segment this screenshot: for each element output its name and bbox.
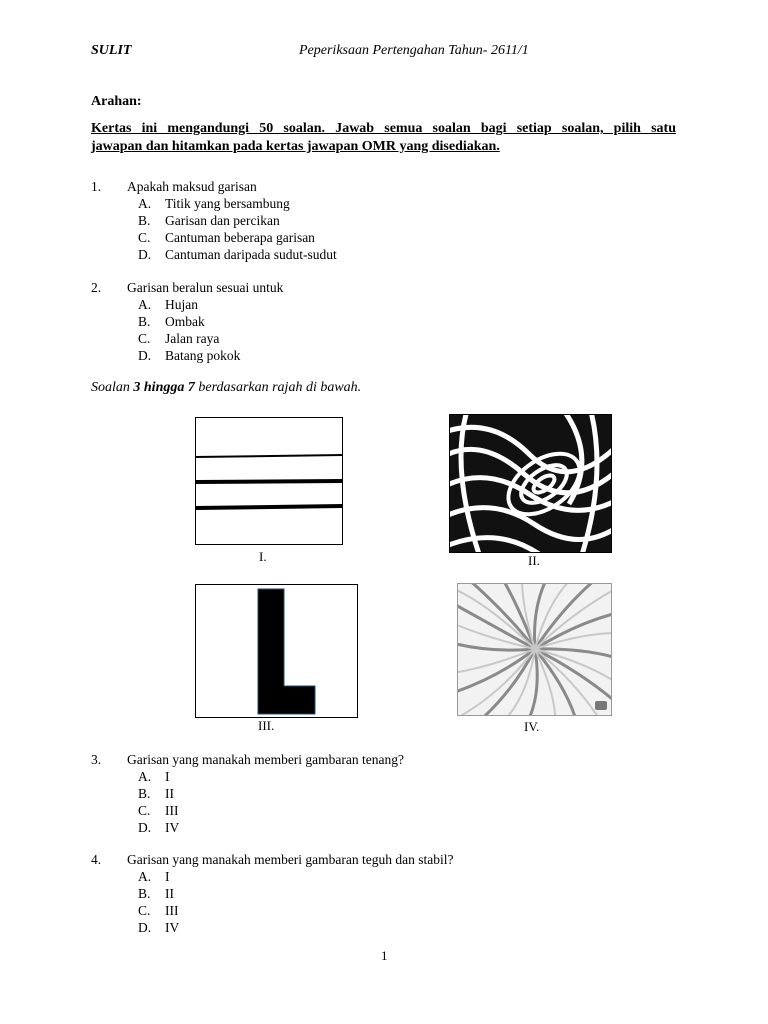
figure-iii-letter-l bbox=[195, 584, 358, 722]
option-c: C. Cantuman beberapa garisan bbox=[138, 230, 315, 245]
question-number: 2. bbox=[91, 280, 102, 295]
header-exam-title: Peperiksaan Pertengahan Tahun- 2611/1 bbox=[299, 43, 529, 58]
page-number: 1 bbox=[381, 948, 388, 963]
question-text: Apakah maksud garisan bbox=[127, 179, 257, 194]
option-c: C. III bbox=[138, 903, 179, 918]
question-number: 1. bbox=[91, 179, 102, 194]
figure-i-caption: I. bbox=[259, 549, 267, 564]
instructions-line-2: jawapan dan hitamkan pada kertas jawapan OMR yang disediakan. bbox=[91, 139, 500, 154]
figure-i-horizontal-lines bbox=[195, 417, 343, 549]
question-number: 3. bbox=[91, 752, 102, 767]
option-b: B. Garisan dan percikan bbox=[138, 213, 280, 228]
option-a: A. I bbox=[138, 869, 170, 884]
option-d: D. Batang pokok bbox=[138, 348, 241, 363]
option-b: B. Ombak bbox=[138, 314, 205, 329]
figure-iv-caption: IV. bbox=[524, 719, 540, 734]
option-b: B. II bbox=[138, 786, 174, 801]
instructions bbox=[91, 120, 676, 156]
option-c: C. Jalan raya bbox=[138, 331, 220, 346]
option-a: A. Hujan bbox=[138, 297, 198, 312]
figure-iv-radial-pattern bbox=[457, 583, 612, 720]
figure-ii-swirl-pattern bbox=[449, 414, 612, 557]
question-text: Garisan yang manakah memberi gambaran teguh dan stabil? bbox=[127, 852, 454, 867]
soalan-note: Soalan 3 hingga 7 berdasarkan rajah di bawah. bbox=[91, 380, 362, 395]
figure-ii-caption: II. bbox=[528, 553, 540, 568]
arahan-heading: Arahan: bbox=[91, 94, 142, 109]
question-text: Garisan beralun sesuai untuk bbox=[127, 280, 284, 295]
option-b: B. II bbox=[138, 886, 174, 901]
question-text: Garisan yang manakah memberi gambaran tenang? bbox=[127, 752, 405, 767]
instructions-line-1: Kertas ini mengandungi 50 soalan. Jawab semua soalan bagi setiap soalan, pilih satu bbox=[91, 121, 676, 136]
options-list bbox=[138, 868, 179, 936]
options-list bbox=[138, 296, 240, 364]
option-d: D. Cantuman daripada sudut-sudut bbox=[138, 247, 337, 262]
option-a: A. Titik yang bersambung bbox=[138, 196, 290, 211]
option-d: D. IV bbox=[138, 920, 180, 935]
option-c: C. III bbox=[138, 803, 179, 818]
option-d: D. IV bbox=[138, 820, 180, 835]
options-list bbox=[138, 768, 179, 836]
figure-iii-caption: III. bbox=[258, 718, 275, 733]
header-sulit: SULIT bbox=[91, 43, 132, 58]
option-a: A. I bbox=[138, 769, 170, 784]
options-list bbox=[138, 195, 337, 263]
question-number: 4. bbox=[91, 852, 102, 867]
